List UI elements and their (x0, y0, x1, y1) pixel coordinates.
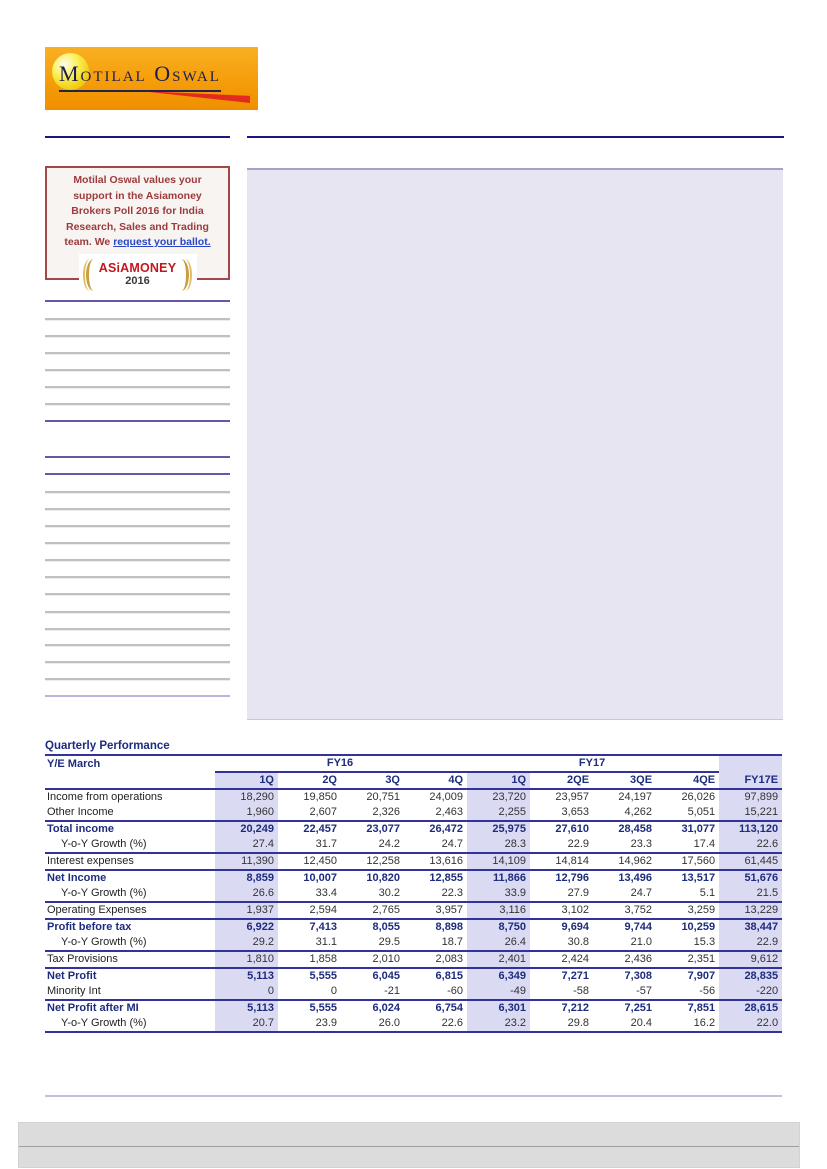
table-cell: 3,259 (656, 902, 719, 919)
divider-line (45, 473, 230, 475)
row-label: Other Income (47, 806, 114, 818)
table-cell: 6,045 (341, 968, 404, 984)
table-cell: 13,496 (593, 870, 656, 886)
table-cell: 9,612 (719, 951, 782, 968)
table-cell: 6,301 (467, 1000, 530, 1016)
table-cell: 31,077 (656, 821, 719, 837)
table-cell: 7,251 (593, 1000, 656, 1016)
row-label: Profit before tax (45, 919, 215, 935)
table-cell: 2,594 (278, 902, 341, 919)
row-label: Total income (45, 821, 215, 837)
table-cell: 2,326 (372, 806, 400, 818)
table-cell: 6,815 (404, 968, 467, 984)
table-cell: 10,259 (656, 919, 719, 935)
table-cell: 2,401 (467, 951, 530, 968)
divider-line (45, 456, 230, 458)
table-cell: 30.8 (567, 936, 590, 948)
notice-text-body: Motilal Oswal values your support in the Asiamoney Brokers Poll 2016 for India Research, Sales and Trading team. We (64, 174, 209, 248)
table-row (45, 968, 782, 984)
table-row (45, 805, 782, 821)
row-axis-label: Y/E March (47, 757, 101, 770)
table-cell: 31.1 (315, 936, 337, 948)
table-cell: 8,055 (341, 919, 404, 935)
table-cell: 1,858 (278, 951, 341, 968)
table-cell: 14,814 (530, 853, 593, 870)
table-cell: 29.2 (215, 935, 278, 951)
table-cell: -58 (573, 985, 590, 997)
table-cell: 2,765 (341, 902, 404, 919)
table-cell: 21.5 (719, 886, 782, 902)
table-cell: 6,922 (215, 919, 278, 935)
table-cell: 4,262 (624, 806, 653, 818)
table-row (45, 870, 782, 886)
table-cell: 26.6 (215, 886, 278, 902)
table-cell: 22,457 (278, 821, 341, 837)
table-row (45, 853, 782, 870)
divider-line (45, 593, 230, 595)
divider-line (45, 369, 230, 371)
header-rule-left (45, 136, 230, 138)
table-cell: 24.7 (630, 887, 653, 899)
table-cell: 2,010 (341, 951, 404, 968)
column-header-spacer (45, 772, 215, 789)
row-label: Operating Expenses (45, 902, 215, 919)
table-cell: 11,866 (467, 870, 530, 886)
footer-rule (45, 1095, 782, 1097)
table-cell: 51,676 (719, 870, 782, 886)
row-label: Net Profit (45, 968, 215, 984)
column-header: FY17E (719, 772, 782, 789)
divider-line (45, 576, 230, 578)
table-cell: 5.1 (699, 887, 716, 899)
row-label: Y-o-Y Growth (%) (45, 1016, 215, 1032)
table-cell: 61,445 (719, 853, 782, 870)
table-cell: 12,796 (530, 870, 593, 886)
table-cell: 22.3 (441, 887, 464, 899)
table-cell: -60 (447, 985, 464, 997)
table-row (45, 951, 782, 968)
row-label: Net Income (45, 870, 215, 886)
table-cell: 9,694 (530, 919, 593, 935)
table-cell: 27,610 (530, 821, 593, 837)
table-cell: 23.3 (630, 838, 653, 850)
row-label: Minority Int (47, 985, 101, 997)
row-label: Net Profit after MI (45, 1000, 215, 1016)
logo-wordmark: Motilal Oswal (59, 61, 221, 92)
asiamoney-badge-title: ASiAMONEY (98, 260, 177, 275)
table-cell: 23.2 (467, 1016, 530, 1032)
table-cell: 7,907 (656, 968, 719, 984)
table-cell: 28,835 (719, 968, 782, 984)
column-header: 4Q (404, 772, 467, 789)
table-row (45, 984, 782, 1000)
table-cell: 7,851 (656, 1000, 719, 1016)
divider-line (45, 661, 230, 663)
table-cell: 17.4 (693, 838, 716, 850)
table-cell: 26.0 (341, 1016, 404, 1032)
table-row (45, 1000, 782, 1016)
table-row (45, 789, 782, 805)
quarterly-table (45, 756, 782, 1033)
table-cell: 24.2 (378, 838, 400, 850)
table-cell: 0 (215, 984, 278, 1000)
table-cell: 5,113 (215, 968, 278, 984)
table-cell: 16.2 (656, 1016, 719, 1032)
row-label: Y-o-Y Growth (%) (61, 936, 147, 948)
table-row (45, 837, 782, 853)
table-cell: 29.8 (530, 1016, 593, 1032)
table-cell: 30.2 (378, 887, 400, 899)
table-cell: 1,937 (215, 902, 278, 919)
divider-line (45, 542, 230, 544)
header-rule-right (247, 136, 784, 138)
table-cell: 23,957 (555, 791, 590, 803)
table-cell: 22.6 (404, 1016, 467, 1032)
table-cell: 13,229 (719, 902, 782, 919)
divider-line (45, 525, 230, 527)
column-header: 1Q (215, 772, 278, 789)
table-cell: 1,960 (215, 805, 278, 821)
asiamoney-badge (79, 254, 197, 296)
table-cell: 12,258 (341, 853, 404, 870)
table-cell: -21 (384, 985, 400, 997)
table-cell: 28,458 (593, 821, 656, 837)
divider-line (45, 403, 230, 405)
divider-line (45, 611, 230, 613)
divider-line (45, 695, 230, 697)
divider-line (45, 628, 230, 630)
column-header: 1Q (467, 772, 530, 789)
row-label: Y-o-Y Growth (%) (61, 887, 147, 899)
table-cell: 97,899 (719, 789, 782, 805)
table-cell: 10,007 (278, 870, 341, 886)
table-cell: 6,024 (341, 1000, 404, 1016)
table-cell: 15,221 (719, 805, 782, 821)
divider-line (45, 335, 230, 337)
table-row (45, 919, 782, 935)
table-cell: 22.9 (567, 838, 590, 850)
table-row (45, 821, 782, 837)
table-cell: 24,009 (429, 791, 464, 803)
table-cell: 24.7 (441, 838, 464, 850)
quarterly-performance-section (45, 740, 782, 1033)
table-cell: 26.4 (467, 935, 530, 951)
quarterly-performance-title: Quarterly Performance (45, 740, 782, 756)
table-cell: 13,616 (404, 853, 467, 870)
table-cell: 20.7 (215, 1016, 278, 1032)
table-cell: 7,413 (278, 919, 341, 935)
divider-line (45, 300, 230, 302)
divider-line (45, 644, 230, 646)
table-cell: -57 (636, 985, 653, 997)
table-cell: 12,450 (278, 853, 341, 870)
table-cell: 7,271 (530, 968, 593, 984)
table-cell: 113,120 (719, 821, 782, 837)
table-cell: 3,653 (561, 806, 590, 818)
table-cell: 3,957 (404, 902, 467, 919)
table-cell: 12,855 (404, 870, 467, 886)
table-cell: 14,962 (593, 853, 656, 870)
table-cell: 21.0 (630, 936, 653, 948)
year-group-header: FY16 (215, 756, 467, 772)
divider-line (45, 318, 230, 320)
table-cell: 2,463 (435, 806, 464, 818)
table-cell: 3,116 (467, 902, 530, 919)
table-cell: 7,212 (530, 1000, 593, 1016)
footer-disclaimer-block (18, 1122, 800, 1168)
table-cell: -56 (699, 985, 716, 997)
table-cell: 31.7 (315, 838, 337, 850)
table-cell: 33.4 (315, 887, 337, 899)
table-cell: 18,290 (215, 789, 278, 805)
table-cell: 26,026 (681, 791, 716, 803)
row-label: Income from operations (47, 791, 163, 803)
table-cell: 11,390 (215, 853, 278, 870)
table-cell: 20,249 (215, 821, 278, 837)
table-cell: 6,754 (404, 1000, 467, 1016)
table-cell: 2,083 (404, 951, 467, 968)
table-cell: 33.9 (467, 886, 530, 902)
asiamoney-notice-box (45, 166, 230, 288)
table-cell: 15.3 (693, 936, 716, 948)
table-cell: 2,255 (467, 805, 530, 821)
row-label: Tax Provisions (45, 951, 215, 968)
column-header: 2Q (278, 772, 341, 789)
laurel-right-icon (181, 259, 192, 291)
table-cell: 5,113 (215, 1000, 278, 1016)
table-cell: 22.9 (719, 935, 782, 951)
divider-line (45, 420, 230, 422)
table-cell: 23,720 (467, 789, 530, 805)
table-cell: 0 (330, 985, 337, 997)
table-cell: 2,351 (656, 951, 719, 968)
table-cell: 3,102 (530, 902, 593, 919)
table-cell: -220 (719, 984, 782, 1000)
table-cell: 27.9 (567, 887, 590, 899)
year-group-spacer (719, 756, 782, 772)
table-cell: 13,517 (656, 870, 719, 886)
divider-line (45, 352, 230, 354)
table-cell: 8,859 (215, 870, 278, 886)
table-cell: 23,077 (341, 821, 404, 837)
table-cell: 2,424 (530, 951, 593, 968)
year-group-header: FY17 (467, 756, 719, 772)
table-cell: 14,109 (467, 853, 530, 870)
table-cell: 8,898 (404, 919, 467, 935)
divider-line (45, 508, 230, 510)
table-cell: 18.7 (441, 936, 464, 948)
row-label: Interest expenses (45, 853, 215, 870)
footer-divider-line (19, 1146, 799, 1147)
table-cell: 27.4 (215, 837, 278, 853)
column-header: 3Q (341, 772, 404, 789)
table-cell: 19,850 (303, 791, 337, 803)
divider-line (45, 678, 230, 680)
table-cell: 2,607 (309, 806, 337, 818)
asiamoney-badge-year: 2016 (125, 275, 150, 288)
divider-line (45, 559, 230, 561)
divider-line (45, 491, 230, 493)
table-cell: 8,750 (467, 919, 530, 935)
table-cell: 5,555 (278, 968, 341, 984)
table-cell: 6,349 (467, 968, 530, 984)
table-cell: 3,752 (593, 902, 656, 919)
table-cell: 28,615 (719, 1000, 782, 1016)
table-row (45, 1016, 782, 1032)
table-cell: 5,555 (278, 1000, 341, 1016)
table-cell: 25,975 (467, 821, 530, 837)
table-cell: 5,051 (687, 806, 716, 818)
content-placeholder-panel (247, 168, 783, 720)
column-header: 4QE (656, 772, 719, 789)
table-cell: 2,436 (593, 951, 656, 968)
table-cell: 24,197 (618, 791, 653, 803)
table-cell: 20,751 (366, 791, 400, 803)
table-row (45, 886, 782, 902)
table-row (45, 902, 782, 919)
motilal-oswal-logo (45, 47, 258, 110)
table-cell: 26,472 (404, 821, 467, 837)
laurel-left-icon (83, 259, 94, 291)
table-cell: 23.9 (278, 1016, 341, 1032)
request-ballot-link[interactable]: request your ballot. (113, 236, 211, 248)
table-cell: 10,820 (341, 870, 404, 886)
table-cell: -49 (467, 984, 530, 1000)
row-label: Y-o-Y Growth (%) (61, 838, 147, 850)
table-row (45, 935, 782, 951)
table-cell: 38,447 (719, 919, 782, 935)
table-cell: 22.0 (719, 1016, 782, 1032)
table-cell: 7,308 (593, 968, 656, 984)
divider-line (45, 386, 230, 388)
asiamoney-badge-text (99, 262, 177, 288)
table-cell: 17,560 (656, 853, 719, 870)
column-header: 2QE (530, 772, 593, 789)
table-cell: 22.6 (719, 837, 782, 853)
column-header: 3QE (593, 772, 656, 789)
notice-text (53, 173, 222, 251)
table-cell: 20.4 (593, 1016, 656, 1032)
table-cell: 9,744 (593, 919, 656, 935)
table-cell: 1,810 (215, 951, 278, 968)
table-cell: 29.5 (378, 936, 400, 948)
table-cell: 28.3 (467, 837, 530, 853)
